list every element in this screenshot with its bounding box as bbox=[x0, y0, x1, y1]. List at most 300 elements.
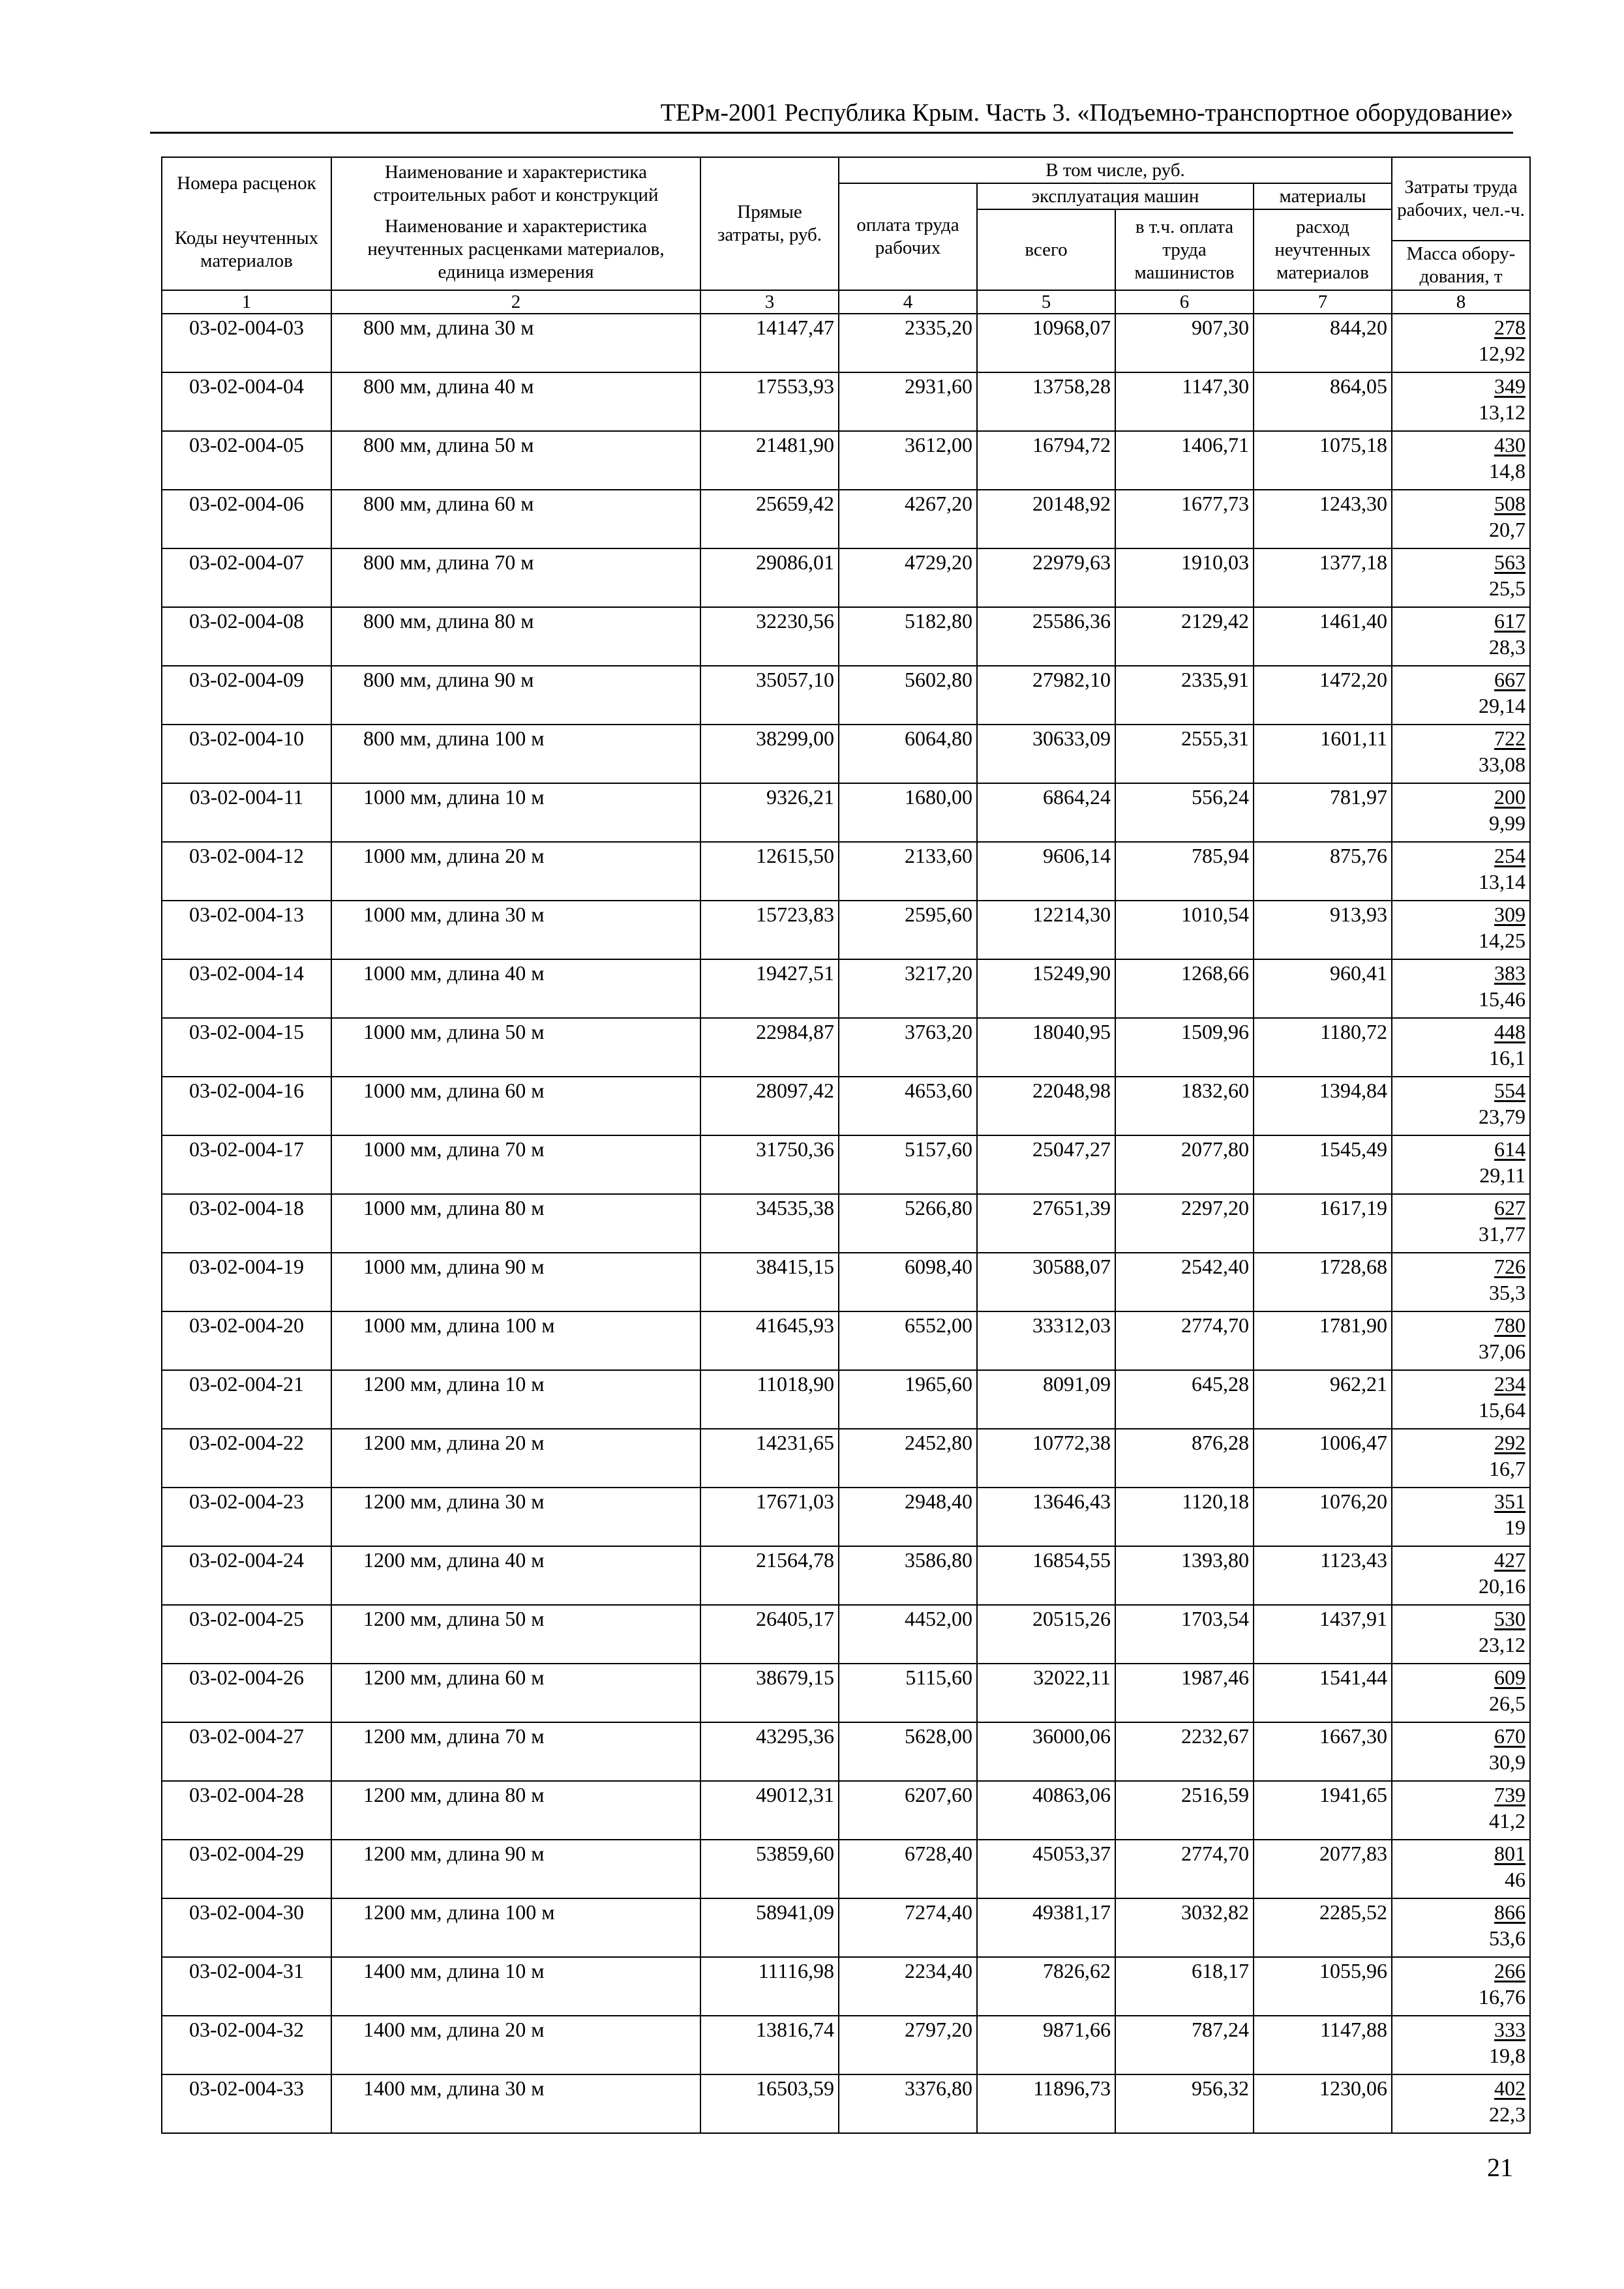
equipment-mass-value: 23,12 bbox=[1479, 1633, 1526, 1656]
machines-total-cell: 20148,92 bbox=[977, 490, 1115, 548]
rate-code-cell: 03-02-004-32 bbox=[162, 2016, 331, 2074]
materials-cell: 1243,30 bbox=[1254, 490, 1392, 548]
column-number: 6 bbox=[1115, 290, 1254, 314]
work-name-cell: 800 мм, длина 60 м bbox=[331, 490, 700, 548]
operators-pay-cell: 1509,96 bbox=[1115, 1018, 1254, 1077]
machines-total-cell: 33312,03 bbox=[977, 1311, 1115, 1370]
operators-pay-cell: 2555,31 bbox=[1115, 725, 1254, 783]
labor-mass-cell bbox=[1392, 1488, 1530, 1546]
equipment-mass-value: 16,7 bbox=[1489, 1457, 1526, 1480]
header-including: В том числе, руб. bbox=[839, 157, 1392, 183]
direct-costs-cell: 53859,60 bbox=[700, 1840, 839, 1898]
direct-costs-cell: 22984,87 bbox=[700, 1018, 839, 1077]
direct-costs-cell: 26405,17 bbox=[700, 1605, 839, 1664]
work-name-cell: 1200 мм, длина 70 м bbox=[331, 1722, 700, 1781]
work-name-cell: 1200 мм, длина 60 м bbox=[331, 1664, 700, 1722]
work-name-cell: 1200 мм, длина 10 м bbox=[331, 1370, 700, 1429]
header-operators-pay: в т.ч. оплата труда машинистов bbox=[1115, 209, 1254, 290]
labor-pay-cell: 7274,40 bbox=[839, 1898, 977, 1957]
labor-mass-cell bbox=[1392, 1957, 1530, 2016]
labor-hours-value: 266 bbox=[1494, 1959, 1526, 1982]
rate-code-cell: 03-02-004-03 bbox=[162, 314, 331, 372]
equipment-mass-value: 19 bbox=[1505, 1516, 1526, 1539]
direct-costs-cell: 19427,51 bbox=[700, 959, 839, 1018]
equipment-mass-value: 22,3 bbox=[1489, 2102, 1526, 2126]
machines-total-cell: 25586,36 bbox=[977, 607, 1115, 666]
header-rate-numbers: Номера расценок bbox=[162, 157, 331, 209]
work-name-cell: 1000 мм, длина 20 м bbox=[331, 842, 700, 901]
operators-pay-cell: 1147,30 bbox=[1115, 372, 1254, 431]
materials-cell: 1006,47 bbox=[1254, 1429, 1392, 1488]
table-header bbox=[162, 157, 1530, 314]
labor-mass-cell bbox=[1392, 1722, 1530, 1781]
table-body bbox=[162, 314, 1530, 2133]
work-name-cell: 1200 мм, длина 20 м bbox=[331, 1429, 700, 1488]
work-name-cell: 800 мм, длина 70 м bbox=[331, 548, 700, 607]
direct-costs-cell: 11018,90 bbox=[700, 1370, 839, 1429]
machines-total-cell: 36000,06 bbox=[977, 1722, 1115, 1781]
labor-hours-value: 617 bbox=[1494, 609, 1526, 633]
operators-pay-cell: 2335,91 bbox=[1115, 666, 1254, 725]
operators-pay-cell: 1987,46 bbox=[1115, 1664, 1254, 1722]
labor-mass-cell bbox=[1392, 1781, 1530, 1840]
machines-total-cell: 7826,62 bbox=[977, 1957, 1115, 2016]
header-work-name: Наименование и характеристика строительных работ и конструкций bbox=[331, 157, 700, 209]
column-number: 8 bbox=[1392, 290, 1530, 314]
work-name-cell: 1200 мм, длина 40 м bbox=[331, 1546, 700, 1605]
equipment-mass-value: 53,6 bbox=[1489, 1926, 1526, 1950]
header-labor-costs: Затраты труда рабочих, чел.-ч. bbox=[1392, 157, 1530, 241]
materials-cell: 1728,68 bbox=[1254, 1253, 1392, 1311]
machines-total-cell: 40863,06 bbox=[977, 1781, 1115, 1840]
labor-hours-value: 667 bbox=[1494, 668, 1526, 691]
machines-total-cell: 25047,27 bbox=[977, 1135, 1115, 1194]
rate-code-cell: 03-02-004-25 bbox=[162, 1605, 331, 1664]
labor-hours-value: 801 bbox=[1494, 1842, 1526, 1865]
labor-pay-cell: 2797,20 bbox=[839, 2016, 977, 2074]
materials-cell: 1230,06 bbox=[1254, 2074, 1392, 2133]
rate-code-cell: 03-02-004-22 bbox=[162, 1429, 331, 1488]
labor-mass-cell bbox=[1392, 1840, 1530, 1898]
rate-code-cell: 03-02-004-15 bbox=[162, 1018, 331, 1077]
machines-total-cell: 10968,07 bbox=[977, 314, 1115, 372]
rate-code-cell: 03-02-004-08 bbox=[162, 607, 331, 666]
rate-code-cell: 03-02-004-33 bbox=[162, 2074, 331, 2133]
operators-pay-cell: 785,94 bbox=[1115, 842, 1254, 901]
machines-total-cell: 15249,90 bbox=[977, 959, 1115, 1018]
work-name-cell: 1000 мм, длина 40 м bbox=[331, 959, 700, 1018]
table-row bbox=[162, 1898, 1530, 1957]
rate-code-cell: 03-02-004-14 bbox=[162, 959, 331, 1018]
machines-total-cell: 30633,09 bbox=[977, 725, 1115, 783]
table-row bbox=[162, 959, 1530, 1018]
direct-costs-cell: 29086,01 bbox=[700, 548, 839, 607]
equipment-mass-value: 9,99 bbox=[1489, 811, 1526, 835]
table-row bbox=[162, 1429, 1530, 1488]
equipment-mass-value: 16,76 bbox=[1479, 1985, 1526, 2009]
machines-total-cell: 9871,66 bbox=[977, 2016, 1115, 2074]
materials-cell: 1461,40 bbox=[1254, 607, 1392, 666]
rate-code-cell: 03-02-004-26 bbox=[162, 1664, 331, 1722]
operators-pay-cell: 907,30 bbox=[1115, 314, 1254, 372]
header-material-codes: Коды неучтенных материалов bbox=[162, 209, 331, 290]
machines-total-cell: 16854,55 bbox=[977, 1546, 1115, 1605]
labor-hours-value: 508 bbox=[1494, 492, 1526, 515]
labor-pay-cell: 3586,80 bbox=[839, 1546, 977, 1605]
labor-mass-cell bbox=[1392, 1370, 1530, 1429]
rate-code-cell: 03-02-004-06 bbox=[162, 490, 331, 548]
direct-costs-cell: 12615,50 bbox=[700, 842, 839, 901]
machines-total-cell: 12214,30 bbox=[977, 901, 1115, 959]
equipment-mass-value: 25,5 bbox=[1489, 576, 1526, 600]
rate-code-cell: 03-02-004-31 bbox=[162, 1957, 331, 2016]
column-number: 3 bbox=[700, 290, 839, 314]
rate-code-cell: 03-02-004-18 bbox=[162, 1194, 331, 1253]
equipment-mass-value: 46 bbox=[1505, 1868, 1526, 1891]
direct-costs-cell: 28097,42 bbox=[700, 1077, 839, 1135]
materials-cell: 1055,96 bbox=[1254, 1957, 1392, 2016]
work-name-cell: 800 мм, длина 40 м bbox=[331, 372, 700, 431]
work-name-cell: 1000 мм, длина 60 м bbox=[331, 1077, 700, 1135]
header-rule bbox=[150, 132, 1513, 134]
materials-cell: 1437,91 bbox=[1254, 1605, 1392, 1664]
rate-code-cell: 03-02-004-23 bbox=[162, 1488, 331, 1546]
machines-total-cell: 18040,95 bbox=[977, 1018, 1115, 1077]
labor-mass-cell bbox=[1392, 901, 1530, 959]
labor-hours-value: 563 bbox=[1494, 550, 1526, 574]
labor-hours-value: 234 bbox=[1494, 1372, 1526, 1396]
operators-pay-cell: 3032,82 bbox=[1115, 1898, 1254, 1957]
labor-pay-cell: 5266,80 bbox=[839, 1194, 977, 1253]
labor-pay-cell: 5115,60 bbox=[839, 1664, 977, 1722]
running-head: ТЕРм-2001 Республика Крым. Часть 3. «Подъемно-транспортное оборудование» bbox=[660, 99, 1513, 127]
labor-mass-cell bbox=[1392, 372, 1530, 431]
direct-costs-cell: 43295,36 bbox=[700, 1722, 839, 1781]
table-row bbox=[162, 1488, 1530, 1546]
labor-mass-cell bbox=[1392, 1605, 1530, 1664]
machines-total-cell: 9606,14 bbox=[977, 842, 1115, 901]
labor-mass-cell bbox=[1392, 842, 1530, 901]
rate-code-cell: 03-02-004-05 bbox=[162, 431, 331, 490]
materials-cell: 1377,18 bbox=[1254, 548, 1392, 607]
machines-total-cell: 30588,07 bbox=[977, 1253, 1115, 1311]
labor-hours-value: 349 bbox=[1494, 374, 1526, 398]
operators-pay-cell: 1703,54 bbox=[1115, 1605, 1254, 1664]
equipment-mass-value: 26,5 bbox=[1489, 1692, 1526, 1715]
labor-hours-value: 278 bbox=[1494, 316, 1526, 339]
machines-total-cell: 45053,37 bbox=[977, 1840, 1115, 1898]
header-equipment-mass: Масса обору-дования, т bbox=[1392, 241, 1530, 290]
materials-cell: 1123,43 bbox=[1254, 1546, 1392, 1605]
equipment-mass-value: 33,08 bbox=[1479, 753, 1526, 776]
labor-mass-cell bbox=[1392, 314, 1530, 372]
rate-code-cell: 03-02-004-09 bbox=[162, 666, 331, 725]
operators-pay-cell: 2232,67 bbox=[1115, 1722, 1254, 1781]
labor-mass-cell bbox=[1392, 2074, 1530, 2133]
table-row bbox=[162, 607, 1530, 666]
equipment-mass-value: 16,1 bbox=[1489, 1046, 1526, 1070]
column-number: 1 bbox=[162, 290, 331, 314]
materials-cell: 1601,11 bbox=[1254, 725, 1392, 783]
materials-cell: 1147,88 bbox=[1254, 2016, 1392, 2074]
work-name-cell: 1000 мм, длина 70 м bbox=[331, 1135, 700, 1194]
labor-pay-cell: 1965,60 bbox=[839, 1370, 977, 1429]
equipment-mass-value: 13,12 bbox=[1479, 400, 1526, 424]
direct-costs-cell: 11116,98 bbox=[700, 1957, 839, 2016]
equipment-mass-value: 20,16 bbox=[1479, 1574, 1526, 1598]
direct-costs-cell: 13816,74 bbox=[700, 2016, 839, 2074]
direct-costs-cell: 35057,10 bbox=[700, 666, 839, 725]
equipment-mass-value: 14,8 bbox=[1489, 459, 1526, 483]
work-name-cell: 1000 мм, длина 80 м bbox=[331, 1194, 700, 1253]
operators-pay-cell: 1832,60 bbox=[1115, 1077, 1254, 1135]
rate-code-cell: 03-02-004-30 bbox=[162, 1898, 331, 1957]
operators-pay-cell: 2774,70 bbox=[1115, 1840, 1254, 1898]
materials-cell: 781,97 bbox=[1254, 783, 1392, 842]
machines-total-cell: 8091,09 bbox=[977, 1370, 1115, 1429]
table-row bbox=[162, 783, 1530, 842]
labor-pay-cell: 3217,20 bbox=[839, 959, 977, 1018]
table-row bbox=[162, 372, 1530, 431]
materials-cell: 1394,84 bbox=[1254, 1077, 1392, 1135]
work-name-cell: 1200 мм, длина 100 м bbox=[331, 1898, 700, 1957]
table-row bbox=[162, 1018, 1530, 1077]
labor-hours-value: 254 bbox=[1494, 844, 1526, 867]
labor-hours-value: 722 bbox=[1494, 726, 1526, 750]
materials-cell: 1545,49 bbox=[1254, 1135, 1392, 1194]
labor-hours-value: 402 bbox=[1494, 2076, 1526, 2100]
rate-code-cell: 03-02-004-20 bbox=[162, 1311, 331, 1370]
column-number: 4 bbox=[839, 290, 977, 314]
equipment-mass-value: 15,64 bbox=[1479, 1398, 1526, 1422]
labor-mass-cell bbox=[1392, 1429, 1530, 1488]
machines-total-cell: 13646,43 bbox=[977, 1488, 1115, 1546]
work-name-cell: 1000 мм, длина 100 м bbox=[331, 1311, 700, 1370]
operators-pay-cell: 645,28 bbox=[1115, 1370, 1254, 1429]
labor-pay-cell: 2133,60 bbox=[839, 842, 977, 901]
machines-total-cell: 13758,28 bbox=[977, 372, 1115, 431]
equipment-mass-value: 41,2 bbox=[1489, 1809, 1526, 1833]
operators-pay-cell: 1010,54 bbox=[1115, 901, 1254, 959]
labor-pay-cell: 3376,80 bbox=[839, 2074, 977, 2133]
table-row bbox=[162, 314, 1530, 372]
equipment-mass-value: 20,7 bbox=[1489, 518, 1526, 541]
labor-mass-cell bbox=[1392, 725, 1530, 783]
operators-pay-cell: 556,24 bbox=[1115, 783, 1254, 842]
machines-total-cell: 32022,11 bbox=[977, 1664, 1115, 1722]
equipment-mass-value: 29,11 bbox=[1479, 1163, 1526, 1187]
machines-total-cell: 11896,73 bbox=[977, 2074, 1115, 2133]
labor-mass-cell bbox=[1392, 490, 1530, 548]
header-material-names: Наименование и характеристика неучтенных расценками материалов, единица измерения bbox=[331, 209, 700, 290]
labor-hours-value: 614 bbox=[1494, 1137, 1526, 1161]
materials-cell: 1472,20 bbox=[1254, 666, 1392, 725]
table-row bbox=[162, 2074, 1530, 2133]
table-row bbox=[162, 1311, 1530, 1370]
table-row bbox=[162, 1546, 1530, 1605]
table-row bbox=[162, 1840, 1530, 1898]
direct-costs-cell: 38415,15 bbox=[700, 1253, 839, 1311]
materials-cell: 1075,18 bbox=[1254, 431, 1392, 490]
work-name-cell: 800 мм, длина 80 м bbox=[331, 607, 700, 666]
column-number: 2 bbox=[331, 290, 700, 314]
operators-pay-cell: 2129,42 bbox=[1115, 607, 1254, 666]
rate-code-cell: 03-02-004-27 bbox=[162, 1722, 331, 1781]
materials-cell: 2077,83 bbox=[1254, 1840, 1392, 1898]
materials-cell: 875,76 bbox=[1254, 842, 1392, 901]
labor-hours-value: 427 bbox=[1494, 1548, 1526, 1572]
work-name-cell: 1000 мм, длина 30 м bbox=[331, 901, 700, 959]
materials-cell: 1781,90 bbox=[1254, 1311, 1392, 1370]
labor-pay-cell: 3612,00 bbox=[839, 431, 977, 490]
work-name-cell: 1000 мм, длина 90 м bbox=[331, 1253, 700, 1311]
labor-hours-value: 351 bbox=[1494, 1489, 1526, 1513]
labor-pay-cell: 4267,20 bbox=[839, 490, 977, 548]
direct-costs-cell: 31750,36 bbox=[700, 1135, 839, 1194]
equipment-mass-value: 37,06 bbox=[1479, 1339, 1526, 1363]
equipment-mass-value: 35,3 bbox=[1489, 1281, 1526, 1304]
labor-hours-value: 430 bbox=[1494, 433, 1526, 456]
machines-total-cell: 27651,39 bbox=[977, 1194, 1115, 1253]
operators-pay-cell: 1910,03 bbox=[1115, 548, 1254, 607]
rate-code-cell: 03-02-004-04 bbox=[162, 372, 331, 431]
direct-costs-cell: 34535,38 bbox=[700, 1194, 839, 1253]
labor-pay-cell: 5628,00 bbox=[839, 1722, 977, 1781]
rate-code-cell: 03-02-004-17 bbox=[162, 1135, 331, 1194]
labor-pay-cell: 4653,60 bbox=[839, 1077, 977, 1135]
rates-table bbox=[161, 157, 1531, 2134]
labor-pay-cell: 6098,40 bbox=[839, 1253, 977, 1311]
work-name-cell: 1200 мм, длина 30 м bbox=[331, 1488, 700, 1546]
equipment-mass-value: 15,46 bbox=[1479, 987, 1526, 1011]
labor-mass-cell bbox=[1392, 1311, 1530, 1370]
machines-total-cell: 16794,72 bbox=[977, 431, 1115, 490]
rate-code-cell: 03-02-004-29 bbox=[162, 1840, 331, 1898]
equipment-mass-value: 28,3 bbox=[1489, 635, 1526, 659]
labor-mass-cell bbox=[1392, 1077, 1530, 1135]
labor-mass-cell bbox=[1392, 1898, 1530, 1957]
labor-hours-value: 292 bbox=[1494, 1431, 1526, 1454]
operators-pay-cell: 2297,20 bbox=[1115, 1194, 1254, 1253]
direct-costs-cell: 49012,31 bbox=[700, 1781, 839, 1840]
materials-cell: 1180,72 bbox=[1254, 1018, 1392, 1077]
labor-pay-cell: 6728,40 bbox=[839, 1840, 977, 1898]
labor-hours-value: 780 bbox=[1494, 1313, 1526, 1337]
labor-pay-cell: 4729,20 bbox=[839, 548, 977, 607]
operators-pay-cell: 956,32 bbox=[1115, 2074, 1254, 2133]
equipment-mass-value: 13,14 bbox=[1479, 870, 1526, 893]
rate-code-cell: 03-02-004-10 bbox=[162, 725, 331, 783]
table-row bbox=[162, 666, 1530, 725]
table-row bbox=[162, 1194, 1530, 1253]
direct-costs-cell: 41645,93 bbox=[700, 1311, 839, 1370]
labor-pay-cell: 4452,00 bbox=[839, 1605, 977, 1664]
labor-hours-value: 448 bbox=[1494, 1020, 1526, 1043]
table-row bbox=[162, 1722, 1530, 1781]
equipment-mass-value: 30,9 bbox=[1489, 1750, 1526, 1774]
labor-pay-cell: 2452,80 bbox=[839, 1429, 977, 1488]
labor-pay-cell: 3763,20 bbox=[839, 1018, 977, 1077]
table-row bbox=[162, 1370, 1530, 1429]
machines-total-cell: 20515,26 bbox=[977, 1605, 1115, 1664]
header-machines-total: всего bbox=[977, 209, 1115, 290]
labor-hours-value: 333 bbox=[1494, 2018, 1526, 2041]
materials-cell: 1541,44 bbox=[1254, 1664, 1392, 1722]
materials-cell: 1667,30 bbox=[1254, 1722, 1392, 1781]
equipment-mass-value: 23,79 bbox=[1479, 1105, 1526, 1128]
rate-code-cell: 03-02-004-11 bbox=[162, 783, 331, 842]
labor-hours-value: 309 bbox=[1494, 903, 1526, 926]
materials-cell: 1941,65 bbox=[1254, 1781, 1392, 1840]
labor-mass-cell bbox=[1392, 959, 1530, 1018]
labor-pay-cell: 5157,60 bbox=[839, 1135, 977, 1194]
header-direct-costs: Прямые затраты, руб. bbox=[700, 157, 839, 290]
direct-costs-cell: 14231,65 bbox=[700, 1429, 839, 1488]
work-name-cell: 1200 мм, длина 50 м bbox=[331, 1605, 700, 1664]
work-name-cell: 800 мм, длина 30 м bbox=[331, 314, 700, 372]
rate-code-cell: 03-02-004-12 bbox=[162, 842, 331, 901]
work-name-cell: 1400 мм, длина 30 м bbox=[331, 2074, 700, 2133]
direct-costs-cell: 14147,47 bbox=[700, 314, 839, 372]
direct-costs-cell: 21481,90 bbox=[700, 431, 839, 490]
table-row bbox=[162, 901, 1530, 959]
operators-pay-cell: 1677,73 bbox=[1115, 490, 1254, 548]
operators-pay-cell: 1393,80 bbox=[1115, 1546, 1254, 1605]
rate-code-cell: 03-02-004-21 bbox=[162, 1370, 331, 1429]
labor-mass-cell bbox=[1392, 783, 1530, 842]
labor-hours-value: 383 bbox=[1494, 961, 1526, 985]
work-name-cell: 800 мм, длина 90 м bbox=[331, 666, 700, 725]
labor-mass-cell bbox=[1392, 1546, 1530, 1605]
table-row bbox=[162, 1781, 1530, 1840]
header-labor-pay: оплата труда рабочих bbox=[839, 183, 977, 290]
rate-code-cell: 03-02-004-16 bbox=[162, 1077, 331, 1135]
column-number: 5 bbox=[977, 290, 1115, 314]
rates-table-wrapper bbox=[161, 157, 1529, 2134]
work-name-cell: 1000 мм, длина 50 м bbox=[331, 1018, 700, 1077]
labor-mass-cell bbox=[1392, 1253, 1530, 1311]
labor-hours-value: 739 bbox=[1494, 1783, 1526, 1806]
labor-hours-value: 200 bbox=[1494, 785, 1526, 809]
rate-code-cell: 03-02-004-07 bbox=[162, 548, 331, 607]
work-name-cell: 1200 мм, длина 90 м bbox=[331, 1840, 700, 1898]
labor-pay-cell: 2931,60 bbox=[839, 372, 977, 431]
table-row bbox=[162, 2016, 1530, 2074]
machines-total-cell: 22979,63 bbox=[977, 548, 1115, 607]
header-materials: материалы bbox=[1254, 183, 1392, 209]
operators-pay-cell: 787,24 bbox=[1115, 2016, 1254, 2074]
operators-pay-cell: 618,17 bbox=[1115, 1957, 1254, 2016]
operators-pay-cell: 2542,40 bbox=[1115, 1253, 1254, 1311]
labor-hours-value: 530 bbox=[1494, 1607, 1526, 1630]
table-row bbox=[162, 1253, 1530, 1311]
machines-total-cell: 10772,38 bbox=[977, 1429, 1115, 1488]
table-row bbox=[162, 1957, 1530, 2016]
direct-costs-cell: 9326,21 bbox=[700, 783, 839, 842]
direct-costs-cell: 32230,56 bbox=[700, 607, 839, 666]
table-row bbox=[162, 725, 1530, 783]
direct-costs-cell: 38679,15 bbox=[700, 1664, 839, 1722]
machines-total-cell: 49381,17 bbox=[977, 1898, 1115, 1957]
page-number: 21 bbox=[1487, 2153, 1513, 2182]
work-name-cell: 1400 мм, длина 20 м bbox=[331, 2016, 700, 2074]
labor-pay-cell: 5182,80 bbox=[839, 607, 977, 666]
rate-code-cell: 03-02-004-28 bbox=[162, 1781, 331, 1840]
labor-pay-cell: 2948,40 bbox=[839, 1488, 977, 1546]
column-number: 7 bbox=[1254, 290, 1392, 314]
labor-pay-cell: 5602,80 bbox=[839, 666, 977, 725]
labor-hours-value: 627 bbox=[1494, 1196, 1526, 1219]
